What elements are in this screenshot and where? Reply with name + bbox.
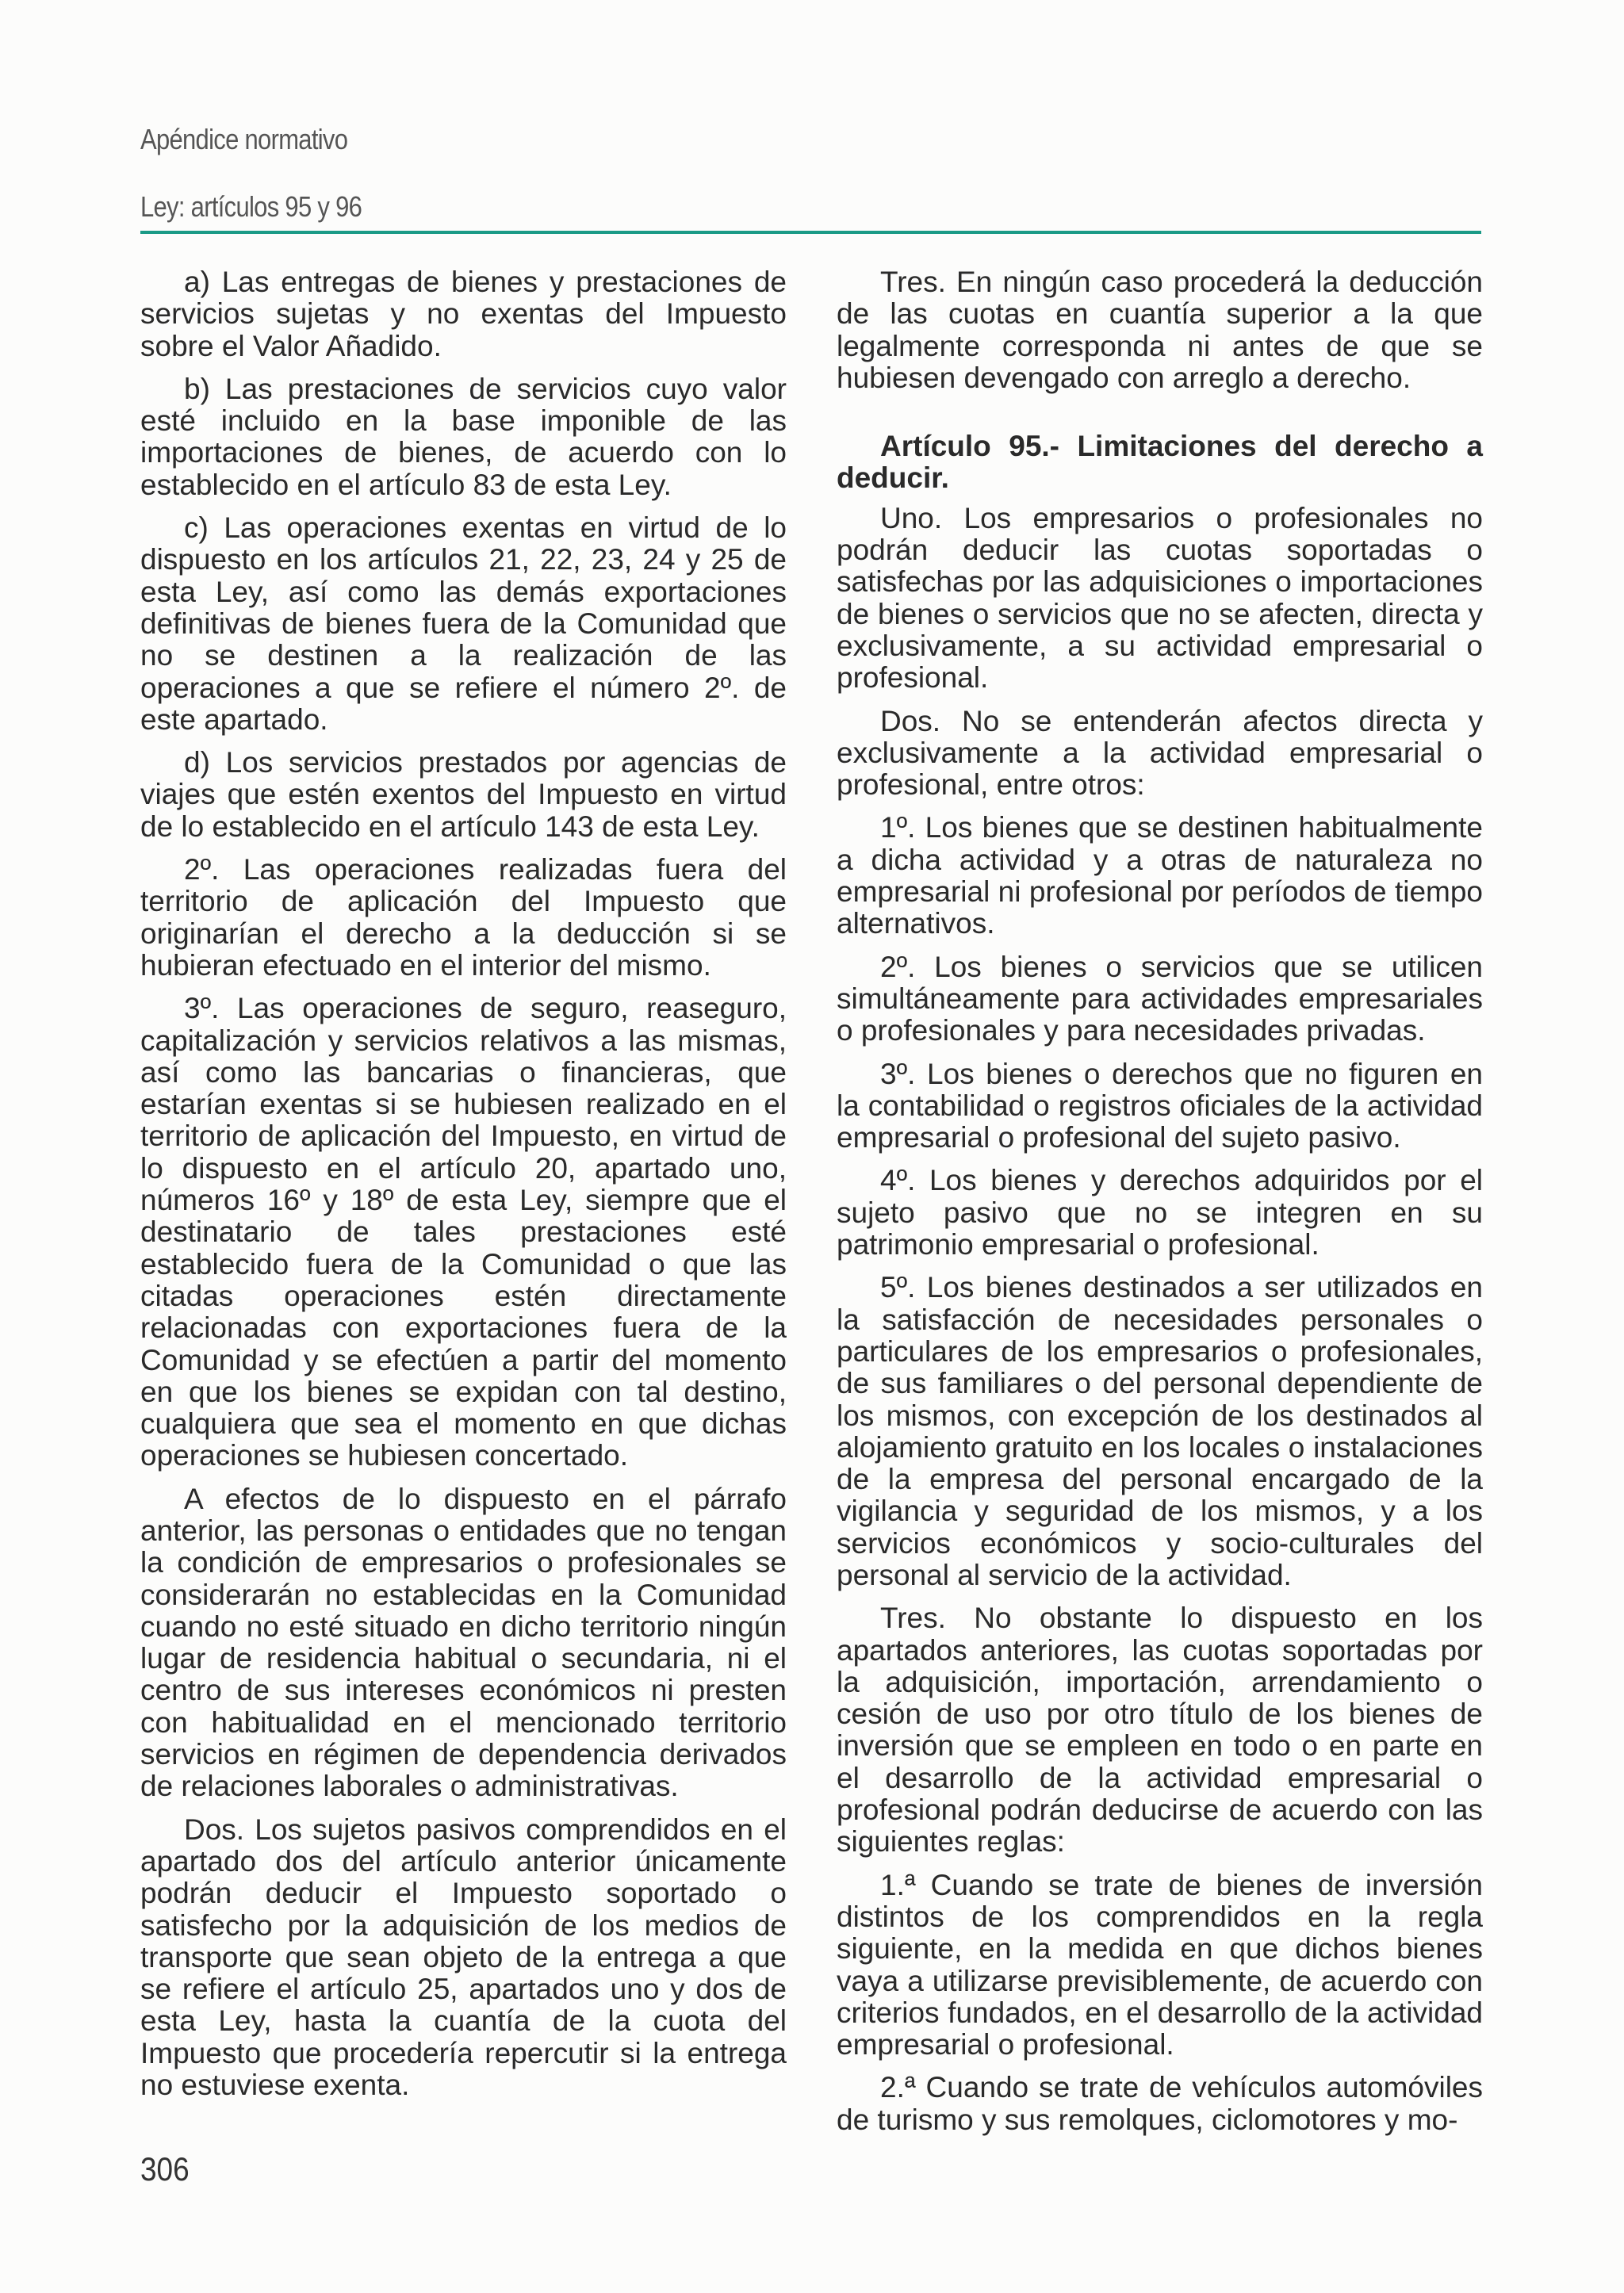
subsection-title: Ley: artículos 95 y 96 [140, 190, 362, 223]
article-heading: Artículo 95.- Limitaciones del derecho a deducir. [837, 430, 1483, 495]
paragraph: 1.ª Cuando se trate de bienes de inversión distintos de los comprendidos en la regla siguiente, en la medida en que dichos bienes vaya a utilizarse previsiblemente, de acuerdo con criterios fundados, en el desarrollo de la actividad empresarial o profesional. [837, 1868, 1483, 2061]
header-rule [140, 231, 1481, 234]
right-column [837, 266, 1483, 2147]
page-number: 306 [140, 2150, 190, 2188]
paragraph: b) Las prestaciones de servicios cuyo valor esté incluido en la base imponible de las importaciones de bienes, de acuerdo con lo establecido en el artículo 83 de esta Ley. [140, 372, 787, 501]
paragraph: a) Las entregas de bienes y prestaciones de servicios sujetas y no exentas del Impuesto sobre el Valor Añadido. [140, 266, 787, 362]
paragraph: 4º. Los bienes y derechos adquiridos por el sujeto pasivo que no se integren en su patrimonio empresarial o profesional. [837, 1164, 1483, 1261]
paragraph: 2º. Las operaciones realizadas fuera del territorio de aplicación del Impuesto que originarían el derecho a la deducción si se hubieran efectuado en el interior del mismo. [140, 853, 787, 982]
paragraph: Uno. Los empresarios o profesionales no podrán deducir las cuotas soportadas o satisfechas por las adquisiciones o importaciones de bienes o servicios que no se afecten, directa y exclusivamente, a su actividad empresarial o profesional. [837, 501, 1483, 695]
paragraph: 1º. Los bienes que se destinen habitualmente a dicha actividad y a otras de naturaleza no empresarial ni profesional por períodos de tiempo alternativos. [837, 811, 1483, 940]
paragraph: c) Las operaciones exentas en virtud de lo dispuesto en los artículos 21, 22, 23, 24 y 25 de esta Ley, así como las demás exportaciones definitivas de bienes fuera de la Comunidad que no se destinen a la realización de las operaciones a que se refiere el número 2º. de este apartado. [140, 511, 787, 736]
paragraph: 2º. Los bienes o servicios que se utilicen simultáneamente para actividades empresariales o profesionales y para necesidades privadas. [837, 950, 1483, 1047]
paragraph: 5º. Los bienes destinados a ser utilizados en la satisfacción de necesidades personales o particulares de los empresarios o profesionales, de sus familiares o del personal dependiente de los mismos, con excepción de los destinados al alojamiento gratuito en los locales o instalaciones de la empresa del personal encargado de la vigilancia y seguridad de los mismos, y a los servicios económicos y socio-culturales del personal al servicio de la actividad. [837, 1271, 1483, 1591]
section-title: Apéndice normativo [140, 123, 348, 155]
paragraph: 2.ª Cuando se trate de vehículos automóviles de turismo y sus remolques, ciclomotores y mo- [837, 2071, 1483, 2136]
paragraph: Tres. En ningún caso procederá la deducción de las cuotas en cuantía superior a la que legalmente corresponda ni antes de que se hubiesen devengado con arreglo a derecho. [837, 266, 1483, 394]
paragraph: 3º. Las operaciones de seguro, reaseguro, capitalización y servicios relativos a las mismas, así como las bancarias o financieras, que estarían exentas si se hubiesen realizado en el territorio de aplicación del Impuesto, en virtud de lo dispuesto en el artículo 20, apartado uno, números 16º y 18º de esta Ley, siempre que el destinatario de tales prestaciones esté establecido fuera de la Comunidad o que las citadas operaciones estén directamente relacionadas con exportaciones fuera de la Comunidad y se efectúen a partir del momento en que los bienes se expidan con tal destino, cualquiera que sea el momento en que dichas operaciones se hubiesen concertado. [140, 992, 787, 1472]
paragraph: Tres. No obstante lo dispuesto en los apartados anteriores, las cuotas soportadas por la adquisición, importación, arrendamiento o cesión de uso por otro título de los bienes de inversión que se empleen en todo o en parte en el desarrollo de la actividad empresarial o profesional podrán deducirse de acuerdo con las siguientes reglas: [837, 1602, 1483, 1859]
paragraph: Dos. Los sujetos pasivos comprendidos en el apartado dos del artículo anterior únicamente podrán deducir el Impuesto soportado o satisfecho por la adquisición de los medios de transporte que sean objeto de la entrega a que se refiere el artículo 25, apartados uno y dos de esta Ley, hasta la cuantía de la cuota del Impuesto que procedería repercutir si la entrega no estuviese exenta. [140, 1813, 787, 2102]
left-column [140, 266, 787, 2112]
paragraph: A efectos de lo dispuesto en el párrafo anterior, las personas o entidades que no tengan la condición de empresarios o profesionales se considerarán no establecidas en la Comunidad cuando no esté situado en dicho territorio ningún lugar de residencia habitual o secundaria, ni el centro de sus intereses económicos ni presten con habitualidad en el mencionado territorio servicios en régimen de dependencia derivados de relaciones laborales o administrativas. [140, 1482, 787, 1803]
paragraph: 3º. Los bienes o derechos que no figuren en la contabilidad o registros oficiales de la actividad empresarial o profesional del sujeto pasivo. [837, 1057, 1483, 1154]
paragraph: Dos. No se entenderán afectos directa y exclusivamente a la actividad empresarial o profesional, entre otros: [837, 704, 1483, 802]
paragraph: d) Los servicios prestados por agencias de viajes que estén exentos del Impuesto en virtud de lo establecido en el artículo 143 de esta Ley. [140, 746, 787, 843]
